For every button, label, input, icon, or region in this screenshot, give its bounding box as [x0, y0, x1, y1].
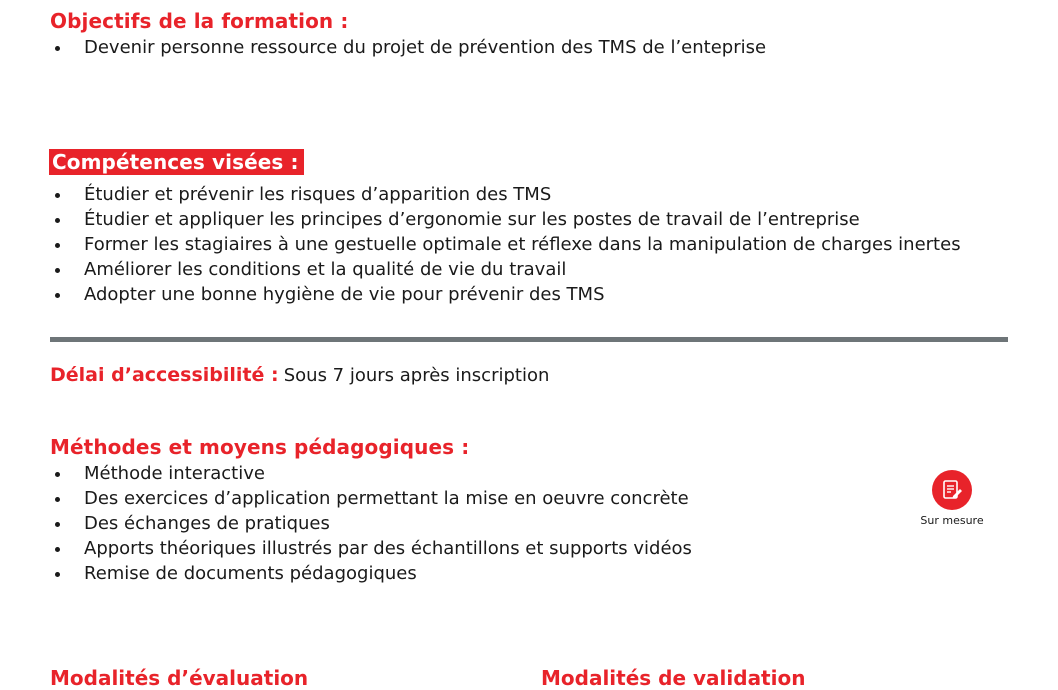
list-item: Des échanges de pratiques: [50, 511, 692, 536]
list-item: Étudier et appliquer les principes d’ergonomie sur les postes de travail de l’entreprise: [50, 207, 961, 232]
objectifs-list: [50, 35, 766, 60]
list-item: Adopter une bonne hygiène de vie pour prévenir des TMS: [50, 282, 961, 307]
sur-mesure-badge: [912, 470, 992, 527]
section-divider: [50, 337, 1008, 342]
methodes-list: [50, 461, 692, 586]
list-item: Méthode interactive: [50, 461, 692, 486]
list-item: Former les stagiaires à une gestuelle optimale et réflexe dans la manipulation de charges inertes: [50, 232, 961, 257]
objectifs-heading: Objectifs de la formation :: [50, 9, 349, 33]
validation-heading: Modalités de validation: [541, 666, 806, 690]
competences-list: [50, 182, 961, 307]
methodes-heading: Méthodes et moyens pédagogiques :: [50, 435, 470, 459]
list-item: Améliorer les conditions et la qualité de vie du travail: [50, 257, 961, 282]
list-item: Remise de documents pédagogiques: [50, 561, 692, 586]
delai-line: [50, 364, 549, 386]
evaluation-heading: Modalités d’évaluation: [50, 666, 309, 690]
edit-document-icon: [932, 470, 972, 510]
list-item: Des exercices d’application permettant la mise en oeuvre concrète: [50, 486, 692, 511]
list-item: Apports théoriques illustrés par des échantillons et supports vidéos: [50, 536, 692, 561]
delai-value: Sous 7 jours après inscription: [283, 365, 550, 386]
competences-heading: Compétences visées :: [49, 149, 304, 175]
delai-label: Délai d’accessibilité :: [50, 364, 279, 386]
badge-label: Sur mesure: [920, 514, 984, 527]
list-item: Devenir personne ressource du projet de prévention des TMS de l’enteprise: [50, 35, 766, 60]
list-item: Étudier et prévenir les risques d’apparition des TMS: [50, 182, 961, 207]
